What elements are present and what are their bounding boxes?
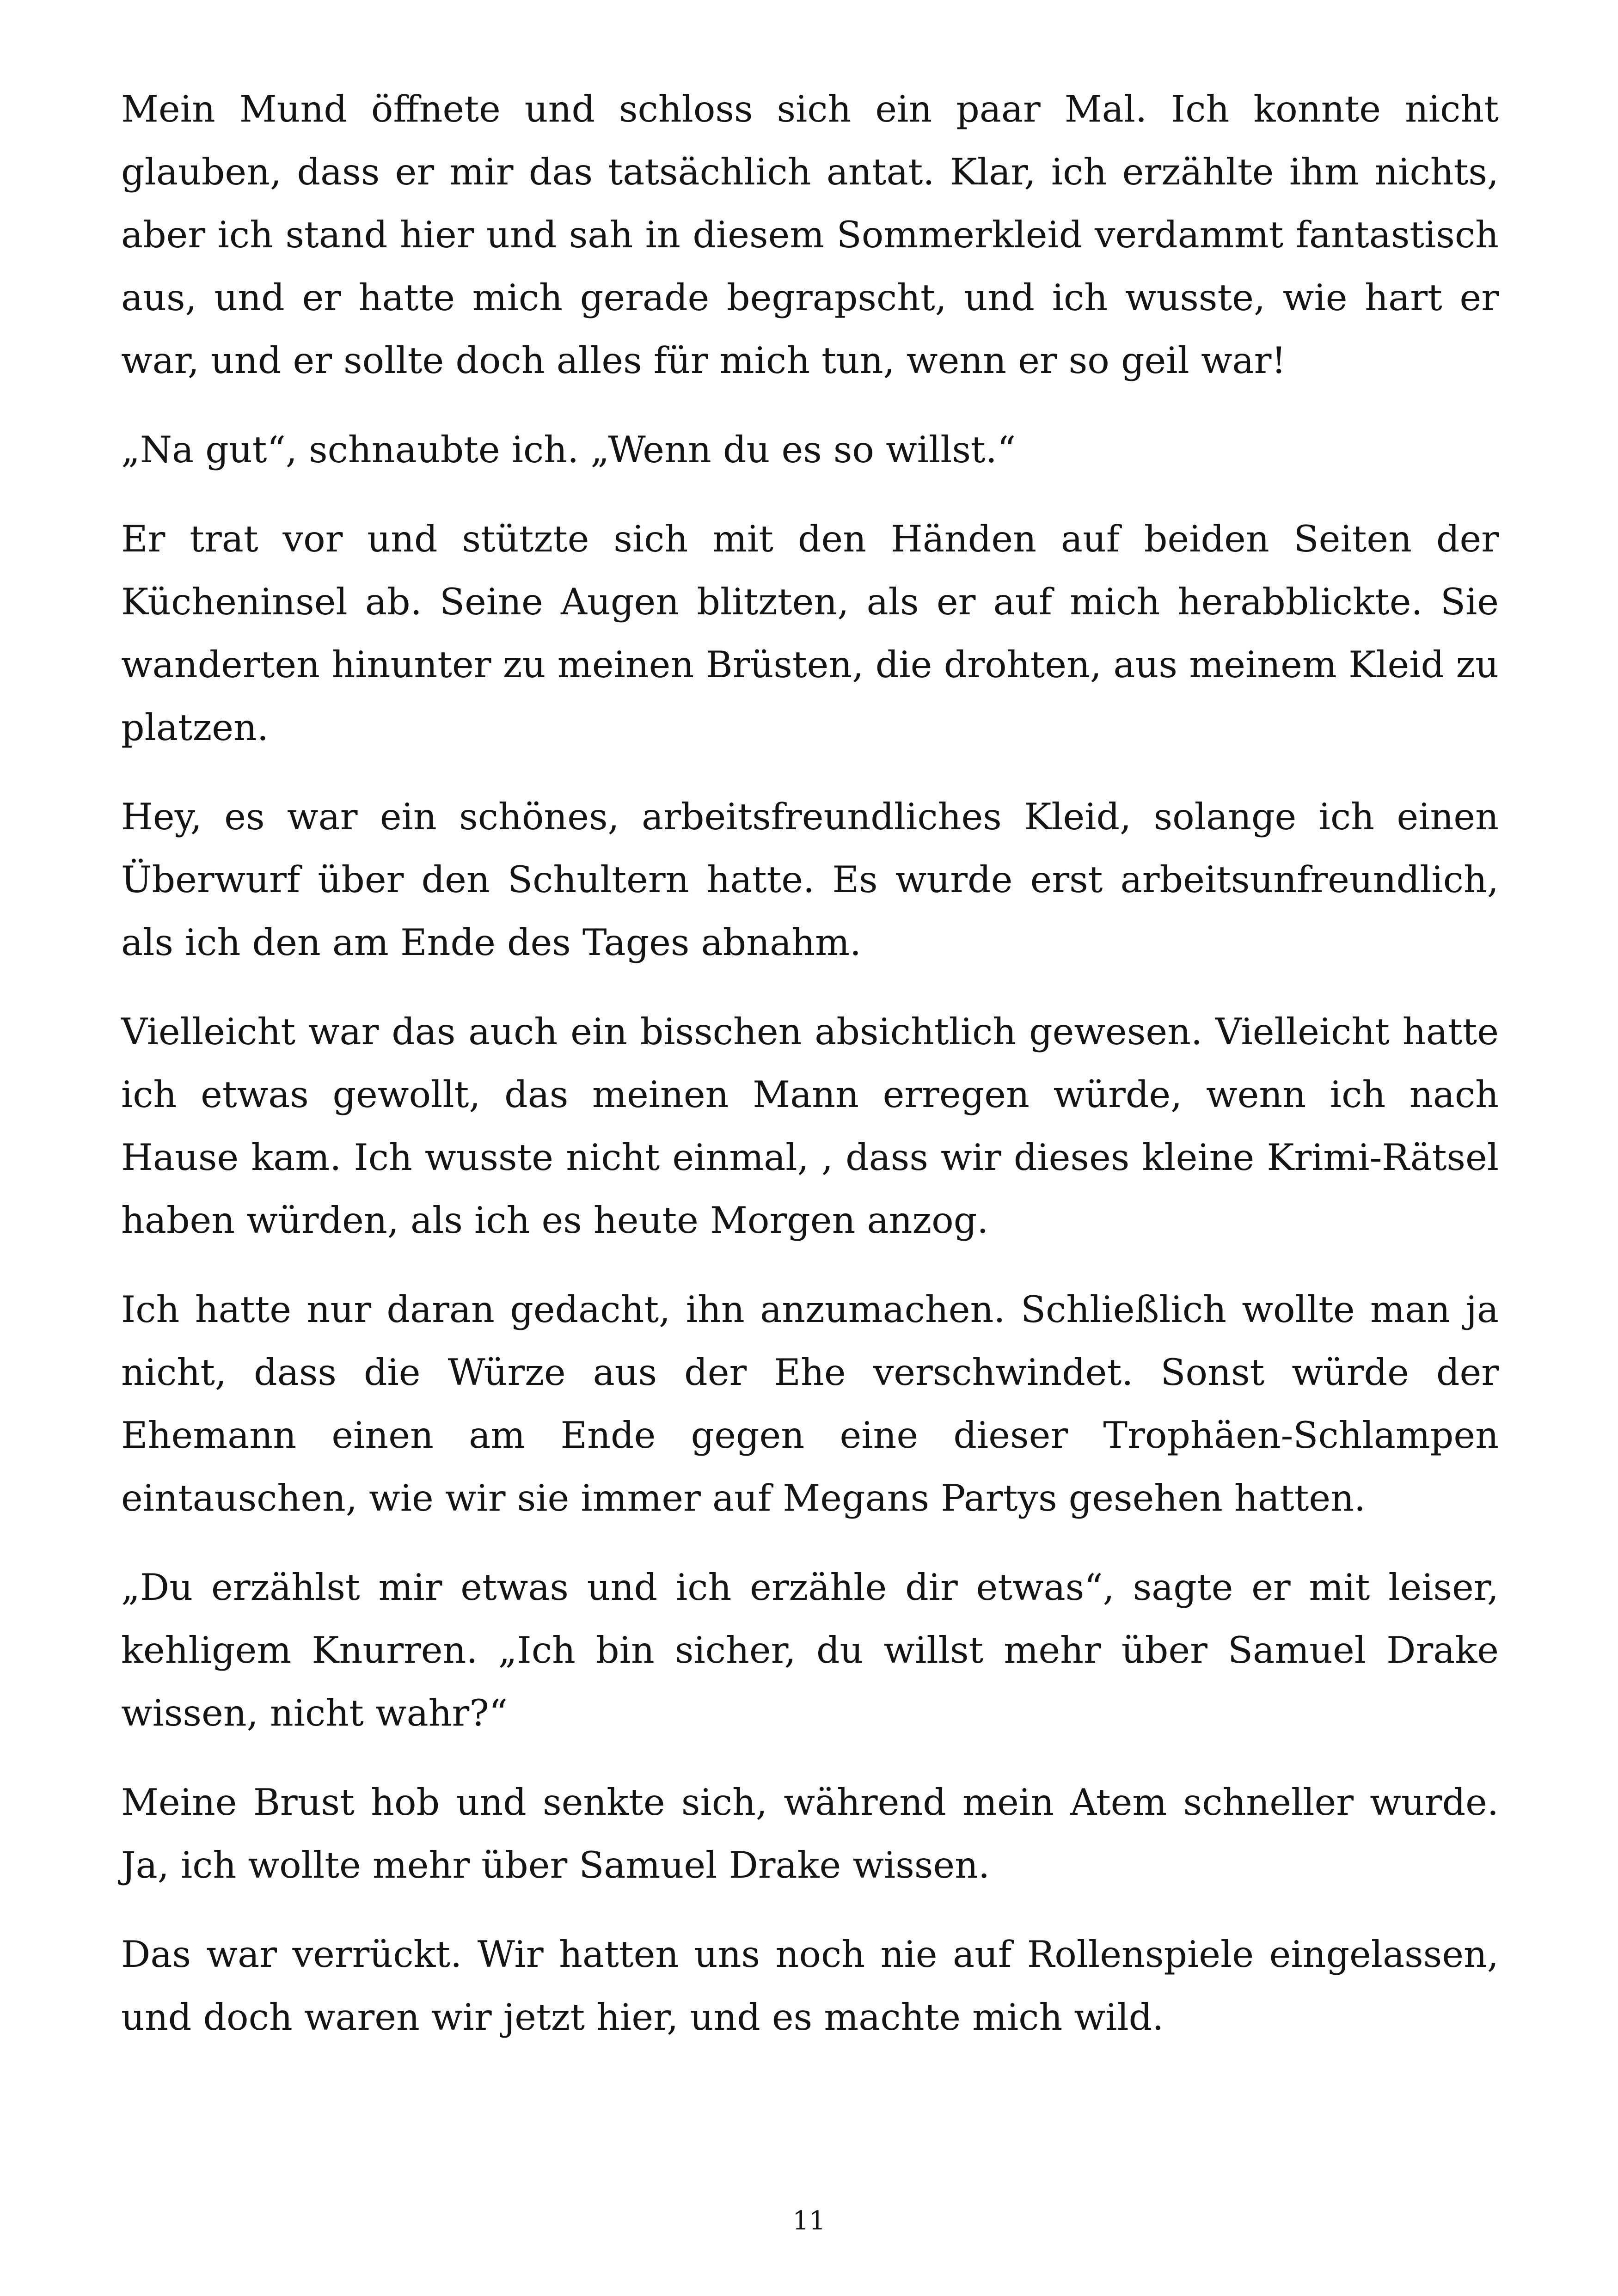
paragraph-4: Hey, es war ein schönes, arbeitsfreundliches Kleid, solange ich einen Überwurf über den Schultern hatte. Es wurde erst arbeitsunfreundlich, als ich den am Ende des Tages abnahm. — [121, 796, 1499, 964]
paragraph-9: Das war verrückt. Wir hatten uns noch nie auf Rollenspiele eingelassen, und doch waren wir jetzt hier, und es machte mich wild. — [121, 1933, 1499, 2039]
paragraph-7: „Du erzählst mir etwas und ich erzähle dir etwas“, sagte er mit leiser, kehligem Knurren. „Ich bin sicher, du willst mehr über Samuel Drake wissen, nicht wahr?“ — [121, 1566, 1499, 1734]
paragraph-2: „Na gut“, schnaubte ich. „Wenn du es so willst.“ — [121, 429, 1016, 471]
paragraph-8: Meine Brust hob und senkte sich, während mein Atem schneller wurde. Ja, ich wollte mehr über Samuel Drake wissen. — [121, 1781, 1499, 1886]
page-number: 11 — [792, 2206, 826, 2236]
body-text — [121, 78, 1499, 2075]
paragraph-3: Er trat vor und stützte sich mit den Händen auf beiden Seiten der Kücheninsel ab. Seine Augen blitzten, als er auf mich herabblickte. Sie wanderten hinunter zu meinen Brüsten, die drohten, aus meinem Kleid zu platzen. — [121, 518, 1499, 749]
paragraph-1: Mein Mund öffnete und schloss sich ein paar Mal. Ich konnte nicht glauben, dass er mir das tatsächlich antat. Klar, ich erzählte ihm nichts, aber ich stand hier und sah in diesem Sommerkleid verdammt fantastisch aus, und er hatte mich gerade begrapscht, und ich wusste, wie hart er war, und er sollte doch alles für mich tun, wenn er so geil war! — [121, 88, 1499, 382]
paragraph-6: Ich hatte nur daran gedacht, ihn anzumachen. Schließlich wollte man ja nicht, dass die Würze aus der Ehe verschwindet. Sonst würde der Ehemann einen am Ende gegen eine dieser Trophäen-Schlampen eintauschen, wie wir sie immer auf Megans Partys gesehen hatten. — [121, 1288, 1499, 1519]
paragraph-5: Vielleicht war das auch ein bisschen absichtlich gewesen. Vielleicht hatte ich etwas gewollt, das meinen Mann erregen würde, wenn ich nach Hause kam. Ich wusste nicht einmal, , dass wir dieses kleine Krimi-Rätsel haben würden, als ich es heute Morgen anzog. — [121, 1010, 1499, 1242]
